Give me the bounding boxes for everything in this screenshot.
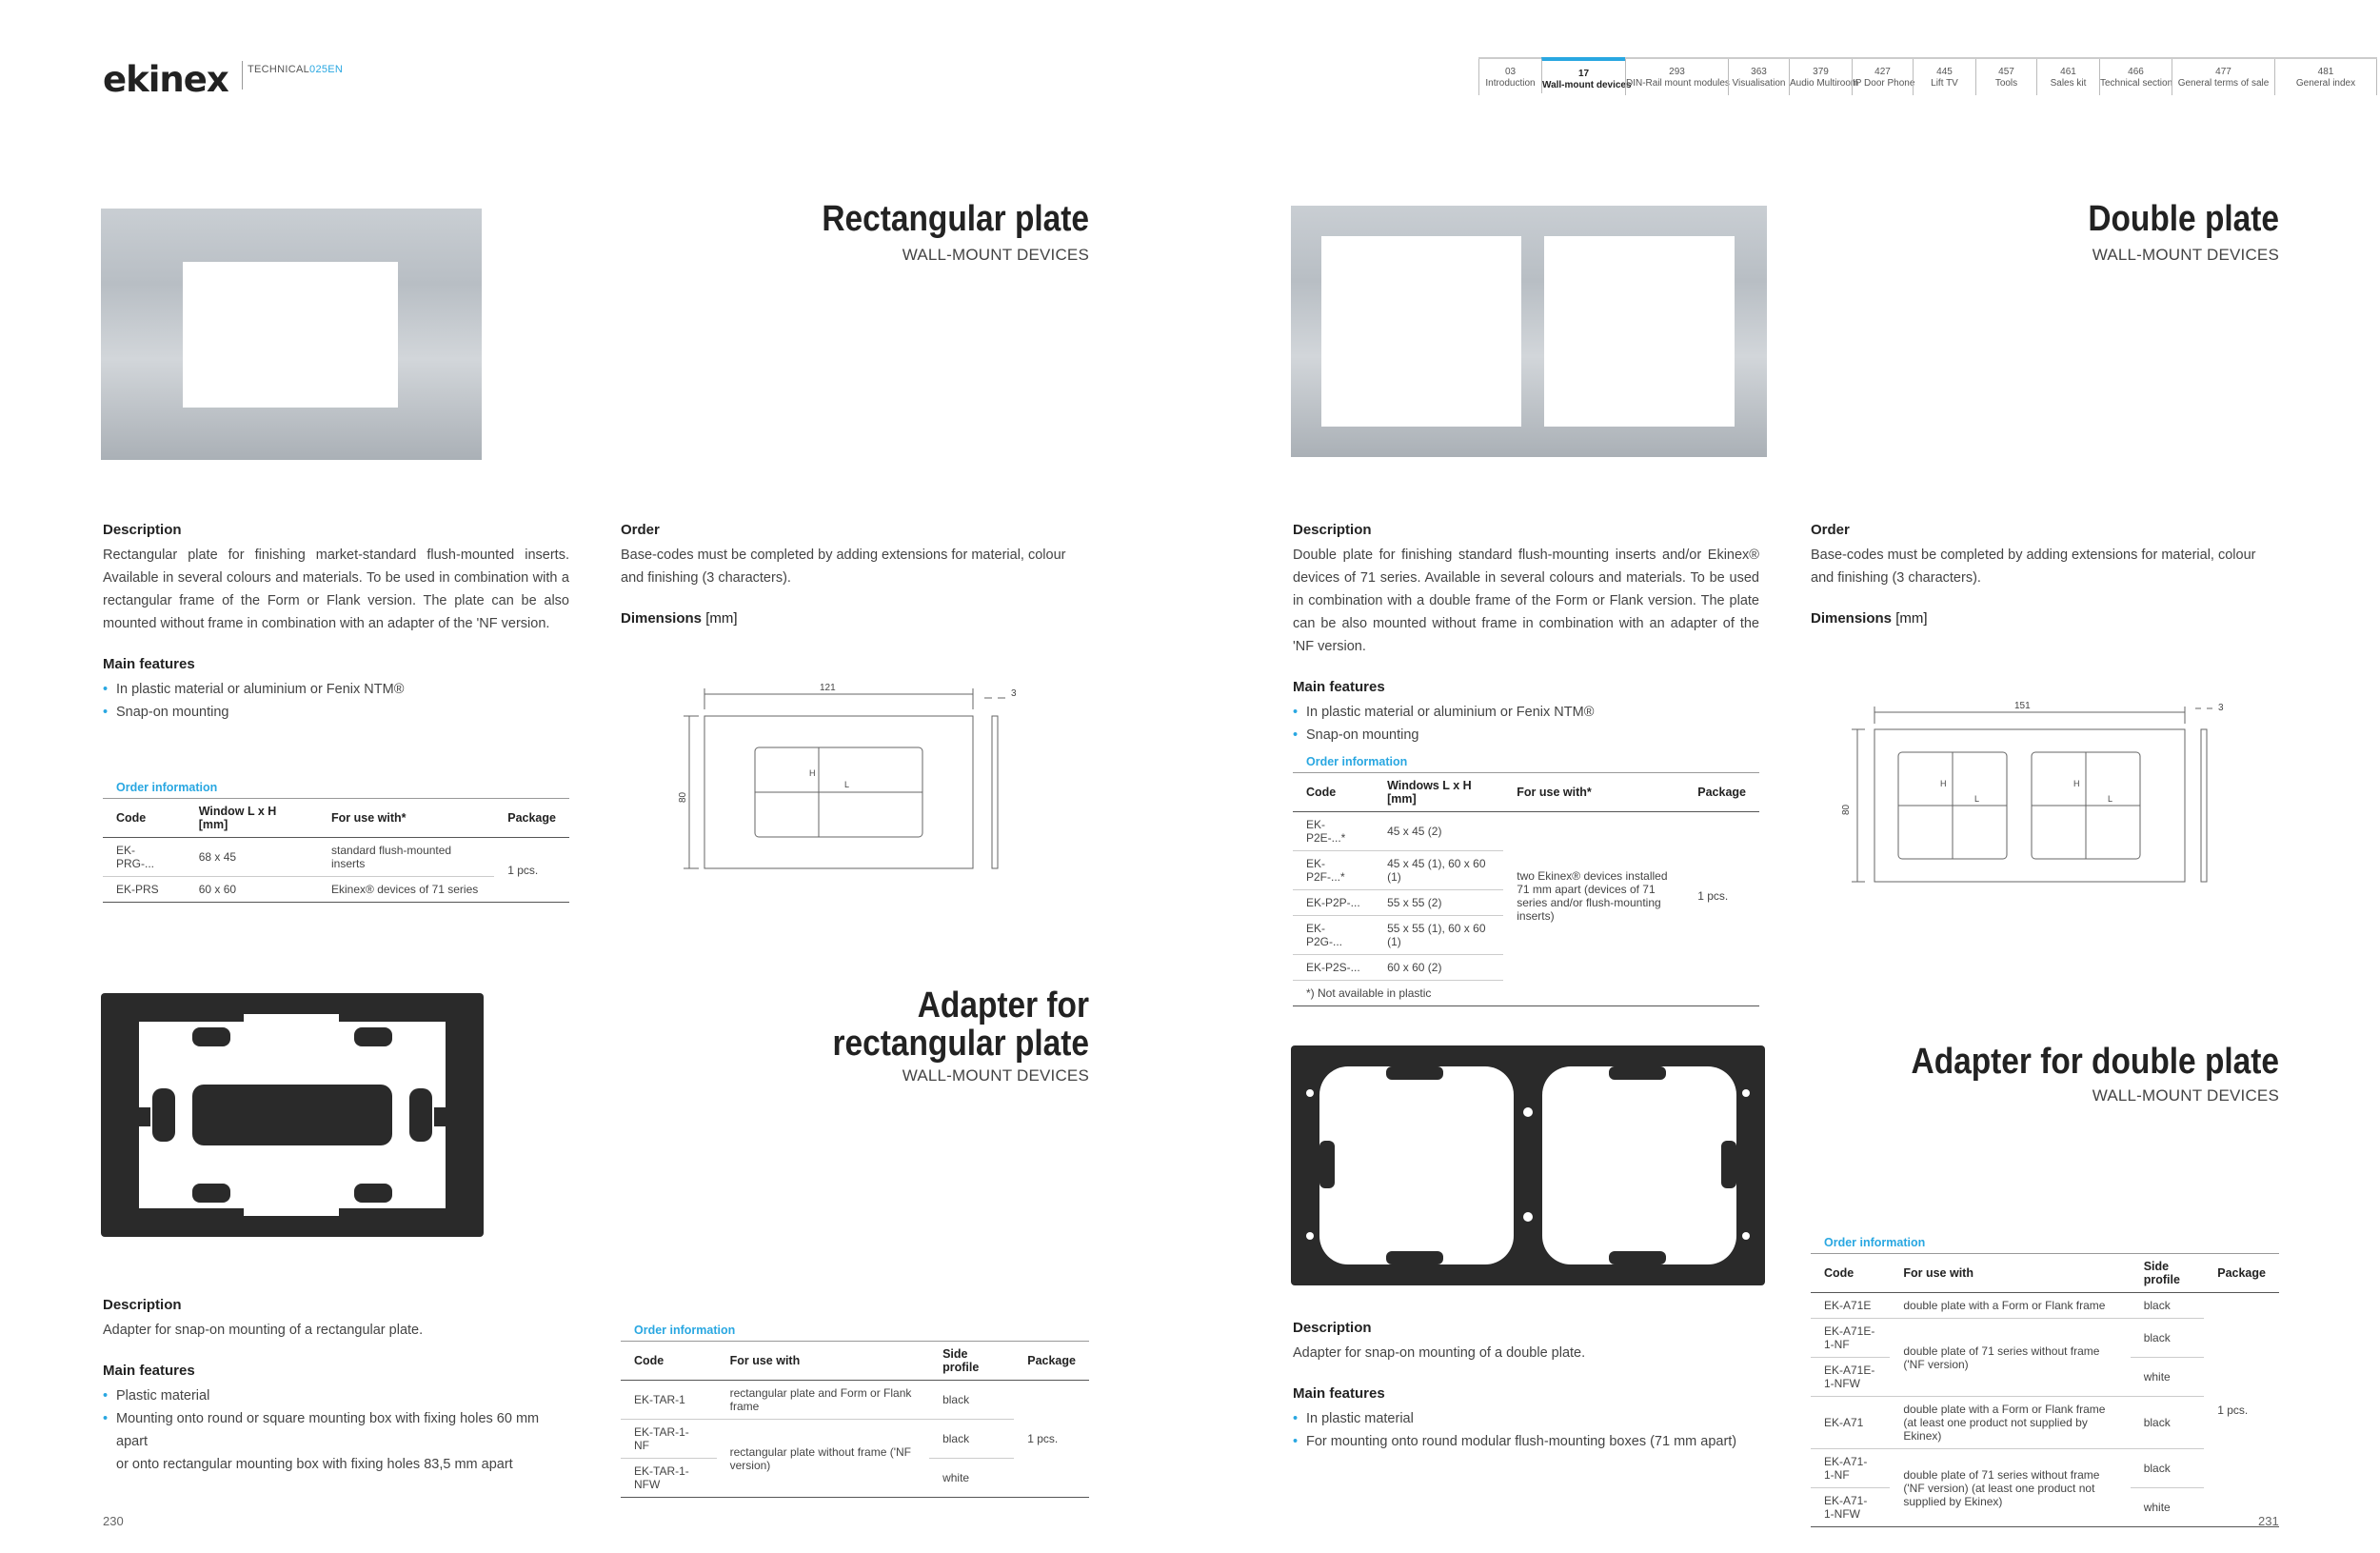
- order-info-heading: Order information: [1306, 755, 1408, 768]
- nav-tab-tools[interactable]: 457 Tools: [1975, 59, 2036, 95]
- page-title: Double plate: [2088, 199, 2279, 239]
- double-plate-dimension-drawing: [1841, 695, 2231, 895]
- package-value: 1 pcs.: [494, 838, 569, 903]
- table-header: Code Window L x H [mm] For use with* Package: [103, 799, 569, 838]
- dimensions-heading: Dimensions: [621, 610, 703, 627]
- adapter-double-heading: [1856, 1043, 2279, 1105]
- section-subtitle: WALL-MOUNT DEVICES: [902, 1066, 1089, 1085]
- order-heading: Order: [621, 522, 660, 538]
- order-table: [1811, 1253, 2279, 1527]
- double-plate-order: [1811, 522, 2279, 632]
- rect-plate-description: [103, 522, 569, 724]
- table-row: EK-A71-1-NFW white: [1811, 1488, 2279, 1527]
- description-text: Double plate for finishing standard flush-mounting inserts and/or Ekinex® devices of 71 series. Available in several colours and materials. To be used in combination with a double frame of the Form or Flank version. The plate can be also mounted without frame in combination with an adapter of the 'NF version.: [1293, 548, 1759, 654]
- description-heading: Description: [103, 1297, 182, 1313]
- table-header: Code Windows L x H [mm] For use with* Package: [1293, 773, 1759, 812]
- dim-depth-label: 3: [1011, 688, 1017, 699]
- features-list: [103, 678, 569, 724]
- adapter-double-description: [1293, 1320, 1759, 1453]
- adapter-rect-description: [103, 1297, 569, 1476]
- features-list: [1293, 701, 1759, 747]
- nav-tab-sales-kit[interactable]: 461 Sales kit: [2036, 59, 2099, 95]
- description-text: Rectangular plate for finishing market-standard flush-mounted inserts. Available in several colours and materials. To be used in combination with a rectangular frame of the Form or Flank version. The plate can be also mounted without frame in combination with an adapter of the 'NF version.: [103, 548, 569, 631]
- rect-plate-order-info: [103, 781, 569, 903]
- description-heading: Description: [103, 522, 182, 538]
- table-row: EK-P2S-... 60 x 60 (2): [1293, 955, 1759, 981]
- list-item: • In plastic material: [1293, 1407, 1759, 1430]
- page-number-right: 231: [2258, 1514, 2279, 1528]
- table-row: EK-TAR-1 rectangular plate and Form or Flank frame black 1 pcs.: [621, 1381, 1089, 1420]
- use-value: two Ekinex® devices installed 71 mm apart (devices of 71 series and/or flush-mounting inserts): [1517, 869, 1668, 924]
- dim-L-label: L: [844, 780, 850, 789]
- catalog-suffix: 025EN: [309, 64, 344, 75]
- nav-tab-introduction[interactable]: 03 Introduction: [1478, 59, 1541, 95]
- list-item-continuation: or onto rectangular mounting box with fixing holes 83,5 mm apart: [116, 1457, 513, 1472]
- table-note-row: *) Not available in plastic: [1293, 981, 1759, 1006]
- dim-H-label: H: [809, 768, 816, 778]
- order-info-heading: Order information: [1824, 1236, 1926, 1249]
- table-row: EK-TAR-1-NF rectangular plate without frame ('NF version) black: [621, 1420, 1089, 1459]
- table-row: EK-A71E double plate with a Form or Flank frame black 1 pcs.: [1811, 1293, 2279, 1319]
- catalog-prefix: TECHNICAL: [248, 64, 310, 75]
- table-header: Code For use with Side profile Package: [621, 1342, 1089, 1381]
- dim-width-label: 121: [820, 683, 836, 693]
- description-heading: Description: [1293, 1320, 1372, 1336]
- nav-tab-lift-tv[interactable]: 445 Lift TV: [1913, 59, 1975, 95]
- page-subtitle: WALL-MOUNT DEVICES: [2092, 246, 2279, 264]
- adapter-double-order-info: [1811, 1236, 2279, 1527]
- dim-height-label: 80: [678, 791, 688, 803]
- double-plate-heading: [1856, 200, 2279, 265]
- order-heading: Order: [1811, 522, 1850, 538]
- rectangular-plate-image: [101, 209, 482, 460]
- list-item: • Snap-on mounting: [1293, 724, 1759, 747]
- double-plate-order-info: [1293, 755, 1759, 1006]
- table-row: EK-A71E-1-NF double plate of 71 series without frame ('NF version) black: [1811, 1319, 2279, 1358]
- features-heading: Main features: [103, 656, 195, 672]
- section-title-line2: rectangular plate: [832, 1024, 1089, 1064]
- page-subtitle: WALL-MOUNT DEVICES: [902, 246, 1089, 264]
- list-item: • In plastic material or aluminium or Fenix NTM®: [1293, 701, 1759, 724]
- dim-depth-label: 3: [2218, 703, 2224, 713]
- list-item: • For mounting onto round modular flush-mounting boxes (71 mm apart): [1293, 1430, 1759, 1453]
- order-info-heading: Order information: [634, 1324, 736, 1337]
- dimensions-heading: Dimensions: [1811, 610, 1893, 627]
- dim-height-label: 80: [1841, 804, 1852, 815]
- rect-plate-order: [621, 522, 1089, 632]
- dimensions-unit: [mm]: [1895, 610, 1928, 627]
- features-heading: Main features: [103, 1363, 195, 1379]
- table-row: EK-PRS 60 x 60 Ekinex® devices of 71 series: [103, 877, 569, 903]
- nav-tab-visualisation[interactable]: 363 Visualisation: [1728, 59, 1789, 95]
- table-row: EK-A71-1-NF double plate of 71 series without frame ('NF version) (at least one product not supplied by Ekinex) black: [1811, 1449, 2279, 1488]
- page-number-left: 230: [103, 1514, 124, 1528]
- table-row: EK-PRG-... 68 x 45 standard flush-mounted inserts 1 pcs.: [103, 838, 569, 877]
- logo-divider: [242, 61, 243, 90]
- nav-tab-audio-multiroom[interactable]: 379 Audio Multiroom: [1789, 59, 1852, 95]
- double-plate-description: [1293, 522, 1759, 747]
- rect-plate-dimension-drawing: [666, 681, 1019, 881]
- table-row: EK-A71 double plate with a Form or Flank frame (at least one product not supplied by Ekinex) black: [1811, 1397, 2279, 1449]
- nav-tab-ip-door-phone[interactable]: 427 IP Door Phone: [1852, 59, 1913, 95]
- dim-width-label: 151: [2014, 701, 2031, 711]
- dimensions-unit: [mm]: [705, 610, 738, 627]
- features-list: [103, 1384, 569, 1476]
- list-item: • In plastic material or aluminium or Fenix NTM®: [103, 678, 569, 701]
- features-list: [1293, 1407, 1759, 1453]
- nav-tab-terms-of-sale[interactable]: 477 General terms of sale: [2172, 59, 2274, 95]
- table-row: EK-P2F-...* 45 x 45 (1), 60 x 60 (1): [1293, 851, 1759, 890]
- dim-H-label-2: H: [2073, 779, 2080, 788]
- table-row: EK-A71E-1-NFW white: [1811, 1358, 2279, 1397]
- adapter-rect-heading: [666, 986, 1089, 1085]
- order-table: [1293, 772, 1759, 1006]
- package-value: 1 pcs.: [2204, 1293, 2279, 1527]
- dim-L-label-2: L: [2108, 794, 2113, 804]
- package-value: 1 pcs.: [1697, 889, 1729, 904]
- description-text: Adapter for snap-on mounting of a rectangular plate.: [103, 1323, 424, 1338]
- adapter-double-image: [1291, 1045, 1765, 1285]
- description-text: Adapter for snap-on mounting of a double plate.: [1293, 1345, 1586, 1361]
- list-item: • Plastic material: [103, 1384, 569, 1407]
- features-heading: Main features: [1293, 679, 1385, 695]
- section-subtitle: WALL-MOUNT DEVICES: [2092, 1086, 2279, 1105]
- double-plate-image: [1291, 206, 1767, 457]
- features-heading: Main features: [1293, 1385, 1385, 1402]
- rect-plate-heading: [666, 200, 1089, 265]
- brand-logo: ekinex: [103, 59, 228, 100]
- table-row: EK-P2E-...* 45 x 45 (2) two Ekinex® devices installed 71 mm apart (devices of 71 series and/or flush-mounting inserts) 1 pcs.: [1293, 812, 1759, 851]
- table-header: Code For use with Side profile Package: [1811, 1254, 2279, 1293]
- description-heading: Description: [1293, 522, 1372, 538]
- order-table: [103, 798, 569, 903]
- dim-L-label: L: [1974, 794, 1980, 804]
- order-text: Base-codes must be completed by adding extensions for material, colour and finishing (3 characters).: [621, 548, 1066, 586]
- catalog-code: [248, 64, 343, 75]
- order-text: Base-codes must be completed by adding extensions for material, colour and finishing (3 characters).: [1811, 548, 2256, 586]
- list-item: • Mounting onto round or square mounting box with fixing holes 60 mm apart: [103, 1407, 569, 1453]
- section-title-line1: Adapter for: [917, 986, 1089, 1025]
- section-nav: [1478, 57, 2377, 95]
- table-row: EK-P2G-... 55 x 55 (1), 60 x 60 (1): [1293, 916, 1759, 955]
- page-title: Rectangular plate: [822, 199, 1089, 239]
- table-row: EK-TAR-1-NFW white: [621, 1459, 1089, 1498]
- table-row: EK-P2P-... 55 x 55 (2): [1293, 890, 1759, 916]
- adapter-rectangular-image: [101, 993, 484, 1237]
- order-info-heading: Order information: [116, 781, 218, 794]
- nav-tab-general-index[interactable]: 481 General index: [2274, 59, 2377, 95]
- package-value: 1 pcs.: [1014, 1381, 1089, 1498]
- adapter-rect-order-info: [621, 1324, 1089, 1498]
- order-table: [621, 1341, 1089, 1498]
- nav-tab-technical-section[interactable]: 466 Technical section: [2099, 59, 2172, 95]
- list-item: • Snap-on mounting: [103, 701, 569, 724]
- nav-tab-wall-mount-devices[interactable]: 17 Wall-mount devices: [1541, 57, 1625, 93]
- nav-tab-din-rail[interactable]: 293 DIN-Rail mount modules: [1625, 59, 1728, 95]
- section-title: Adapter for double plate: [1911, 1042, 2279, 1082]
- dim-H-label: H: [1940, 779, 1947, 788]
